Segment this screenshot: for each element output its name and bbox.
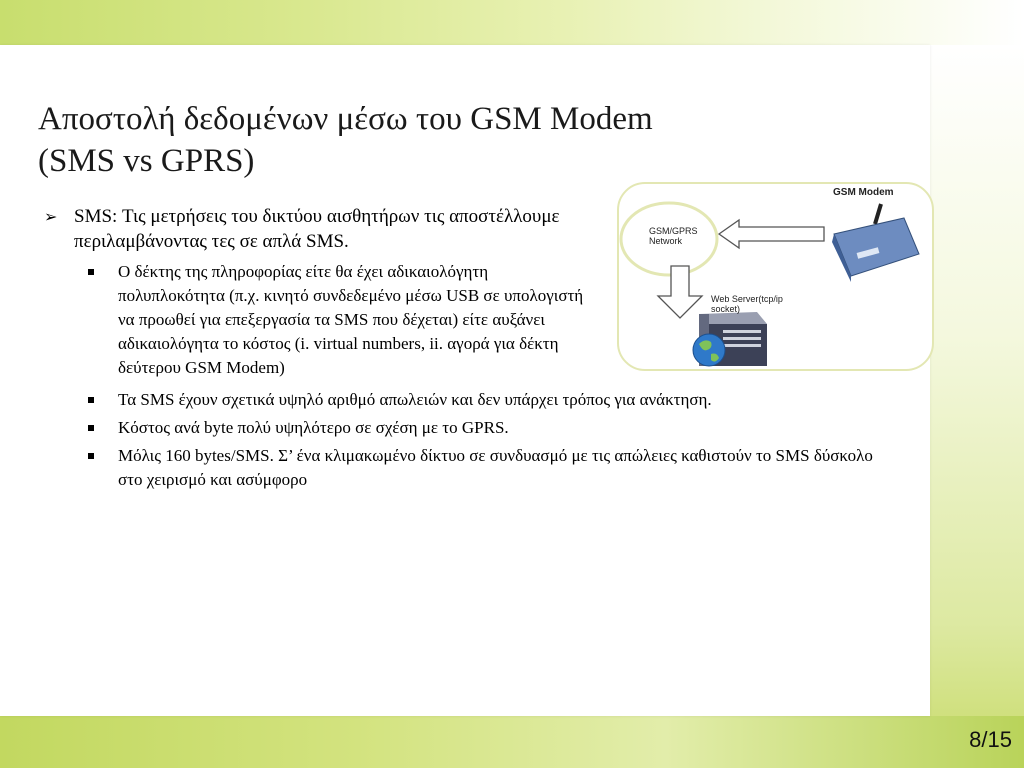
- main-bullet: [44, 204, 629, 254]
- title-line-1: Αποστολή δεδομένων μέσω του GSM Modem: [38, 101, 653, 137]
- sub-bullet-text: Κόστος ανά byte πολύ υψηλότερο σε σχέση με το GPRS.: [118, 418, 509, 437]
- web-server-label-line-1: Web Server(tcp/ip: [711, 294, 783, 304]
- square-bullet-icon: [88, 453, 94, 459]
- web-server-icon: [693, 312, 767, 366]
- title-line-2: (SMS vs GPRS): [38, 143, 255, 179]
- sub-bullet: [88, 416, 878, 440]
- sub-bullet-text: Τα SMS έχουν σχετικά υψηλό αριθμό απωλειών και δεν υπάρχει τρόπος για ανάκτηση.: [118, 390, 712, 409]
- sub-bullet-text: Ο δέκτης της πληροφορίας είτε θα έχει αδικαιολόγητη πολυπλοκότητα (π.χ. κινητό συνδεδεμένο μέσω USB σε υπολογιστή να προωθεί για επεξεργασία τα SMS που δέχεται) είτε αυξάνει αδικαιολόγητα το κόστος (i. virtual numbers, ii. αγορά για δέκτη δεύτερου GSM Modem): [118, 262, 584, 377]
- diagram-graphics: [619, 184, 932, 369]
- sub-bullet: [88, 444, 878, 492]
- gsm-modem-label: GSM Modem: [833, 187, 894, 198]
- network-label-line-1: GSM/GPRS: [649, 226, 698, 236]
- main-bullet-text: SMS: Τις μετρήσεις του δικτύου αισθητήρων τις αποστέλλουμε περιλαμβάνοντας τες σε απλά SMS.: [74, 206, 560, 252]
- network-label: [649, 226, 698, 246]
- background-top-band: [0, 0, 1024, 45]
- arrow-bullet-icon: ➢: [44, 207, 58, 226]
- page-number: 8/15: [969, 727, 1012, 752]
- network-diagram: [617, 182, 934, 371]
- sub-bullet-text: Μόλις 160 bytes/SMS. Σ’ ένα κλιμακωμένο δίκτυο σε συνδυασμό με τις απώλειες καθιστούν το SMS δύσκολο στο χειρισμό και ασύμφορο: [118, 446, 873, 489]
- slide-title: [38, 98, 898, 182]
- web-server-label: [711, 294, 783, 314]
- gsm-modem-icon: [832, 204, 919, 282]
- background-right-band: [930, 45, 1024, 768]
- web-server-label-line-2: socket): [711, 304, 741, 314]
- background-bottom-band: [0, 716, 1024, 768]
- arrow-modem-to-network-icon: [719, 220, 824, 248]
- square-bullet-icon: [88, 269, 94, 275]
- square-bullet-icon: [88, 397, 94, 403]
- sub-bullet: [88, 260, 598, 380]
- square-bullet-icon: [88, 425, 94, 431]
- network-label-line-2: Network: [649, 236, 683, 246]
- sub-bullet: [88, 388, 878, 412]
